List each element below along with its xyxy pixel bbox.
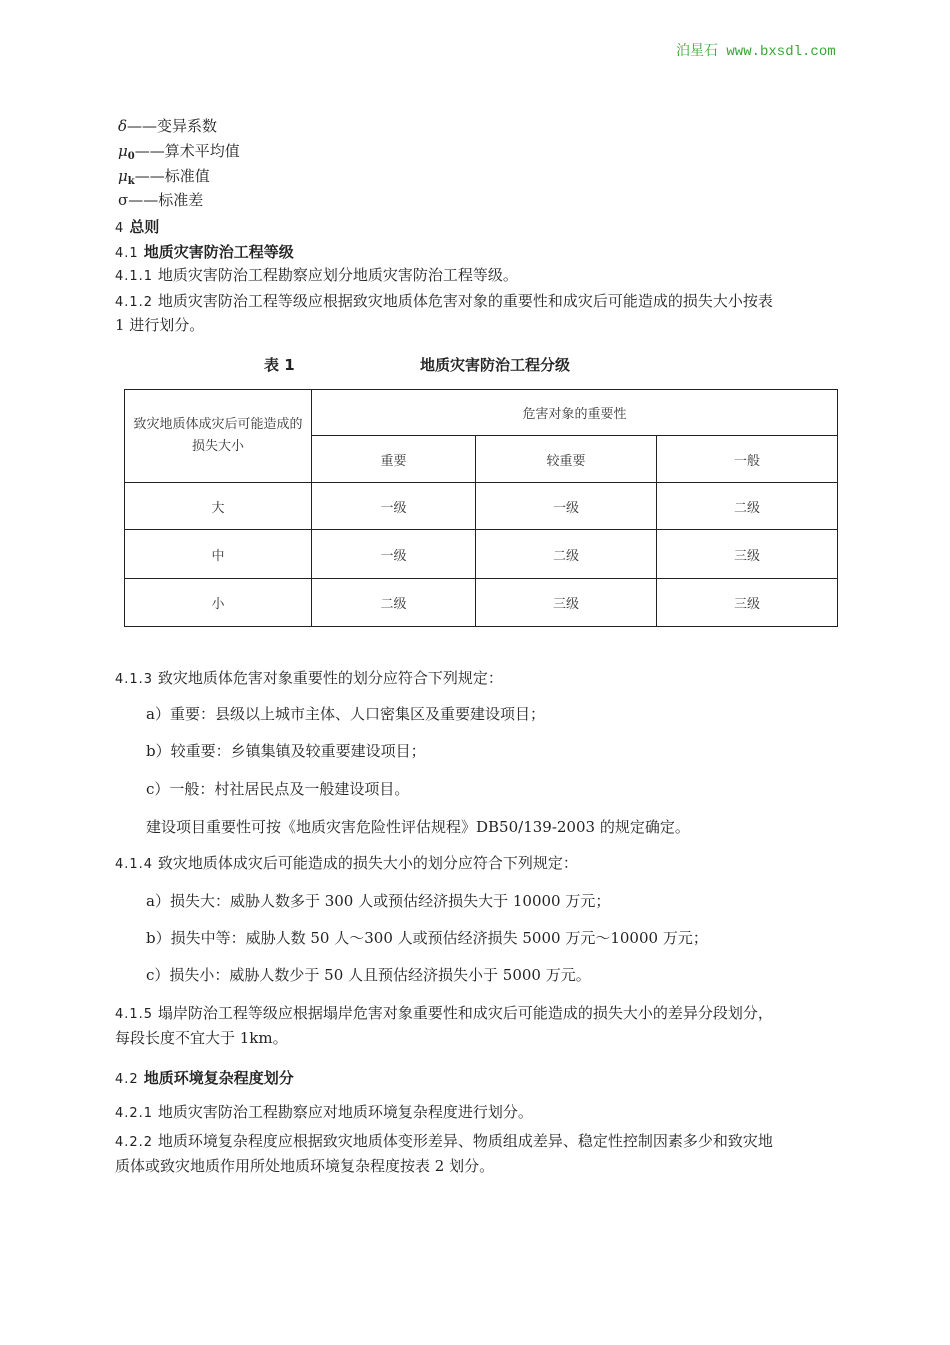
clause-number: 4.2.1 [115,1106,154,1121]
table-cell: 二级 [657,483,838,530]
symbol-muk [118,166,210,192]
clause-4-2-2-cont: 质体或致灾地质作用所处地质环境复杂程度按表 2 划分。 [115,1157,495,1175]
row-header-cell [125,390,312,483]
clause-4-1-5 [115,1003,773,1025]
clause-number: 4.1.4 [115,857,154,872]
table-row [125,483,838,530]
list-item: a）损失大：威胁人数多于 300 人或预估经济损失大于 10000 万元； [146,892,611,910]
symbol-char: δ [118,117,128,135]
section-number: 4.1 [115,246,139,261]
symbol-desc: ——算术平均值 [134,142,240,160]
symbol-desc: ——标准值 [134,167,210,185]
clause-text: 地质灾害防治工程等级应根据致灾地质体危害对象的重要性和成灾后可能造成的损失大小按表 [157,292,773,310]
table-cell: 三级 [657,530,838,579]
table-cell: 二级 [476,530,657,579]
table-cell: 一级 [476,483,657,530]
section-title: 地质灾害防治工程等级 [143,243,294,261]
symbol-delta [118,116,217,136]
section-title: 地质环境复杂程度划分 [143,1069,294,1087]
table-cell: 三级 [657,579,838,627]
table-cell: 二级 [312,579,476,627]
column-header: 重要 [312,436,476,483]
section-number: 4 [115,221,125,236]
section-4-1-heading [115,241,294,262]
clause-text: 致灾地质体危害对象重要性的划分应符合下列规定： [157,669,503,687]
table-caption-title: 地质灾害防治工程分级 [420,356,571,374]
table-row [125,579,838,627]
clause-4-1-5-cont: 每段长度不宜大于 1km。 [115,1029,288,1047]
clause-text: 塌岸防治工程等级应根据塌岸危害对象重要性和成灾后可能造成的损失大小的差异分段划分， [157,1004,773,1022]
grading-table [124,389,838,627]
column-header: 较重要 [476,436,657,483]
symbol-sub: k [127,176,135,187]
clause-4-1-1 [115,265,518,287]
clause-4-1-3 [115,668,503,690]
table-cell: 三级 [476,579,657,627]
clause-4-2-1 [115,1102,533,1124]
clause-number: 4.1.1 [115,269,154,284]
symbol-desc: ——标准差 [128,191,204,209]
symbol-desc: ——变异系数 [127,117,218,135]
symbol-char: μ [118,142,128,160]
symbol-mu0 [118,141,240,167]
clause-text: 地质灾害防治工程勘察应对地质环境复杂程度进行划分。 [157,1103,533,1121]
list-item: c）一般：村社居民点及一般建设项目。 [146,780,410,798]
section-4-heading [115,216,159,237]
clause-number: 4.1.5 [115,1007,154,1022]
symbol-char: σ [118,191,129,209]
watermark: 泊星石 www.bxsdl.com [676,44,836,60]
table-cell: 一级 [312,530,476,579]
clause-number: 4.1.2 [115,295,154,310]
table-cell: 一级 [312,483,476,530]
clause-4-1-2-cont: 1 进行划分。 [115,316,205,334]
clause-number: 4.2.2 [115,1135,154,1150]
list-item: a）重要：县级以上城市主体、人口密集区及重要建设项目； [146,705,545,723]
row-label: 小 [125,579,312,627]
list-item: b）损失中等：威胁人数 50 人～300 人或预估经济损失 5000 万元～10000 万元； [146,929,708,947]
clause-4-2-2 [115,1131,773,1153]
column-group-header: 危害对象的重要性 [312,390,838,436]
list-item: c）损失小：威胁人数少于 50 人且预估经济损失小于 5000 万元。 [146,966,591,984]
symbol-sigma [118,190,203,210]
list-item: b）较重要：乡镇集镇及较重要建设项目； [146,742,426,760]
symbol-char: μ [118,167,128,185]
section-title: 总则 [129,218,160,236]
clause-4-1-4 [115,853,578,875]
section-4-2-heading [115,1067,294,1088]
clause-text: 地质环境复杂程度应根据致灾地质体变形差异、物质组成差异、稳定性控制因素多少和致灾地 [157,1132,773,1150]
row-label: 中 [125,530,312,579]
clause-note: 建设项目重要性可按《地质灾害危险性评估规程》DB50/139-2003 的规定确定。 [146,818,690,836]
clause-number: 4.1.3 [115,672,154,687]
clause-text: 致灾地质体成灾后可能造成的损失大小的划分应符合下列规定： [157,854,578,872]
table-caption-number: 表 1 [264,356,295,374]
clause-4-1-2 [115,291,773,313]
section-number: 4.2 [115,1072,139,1087]
column-header: 一般 [657,436,838,483]
symbol-sub: 0 [127,151,135,162]
table-row [125,530,838,579]
clause-text: 地质灾害防治工程勘察应划分地质灾害防治工程等级。 [157,266,518,284]
row-header-text: 致灾地质体成灾后可能造成的损失大小 [133,417,303,454]
table-header-row [125,390,838,436]
row-label: 大 [125,483,312,530]
